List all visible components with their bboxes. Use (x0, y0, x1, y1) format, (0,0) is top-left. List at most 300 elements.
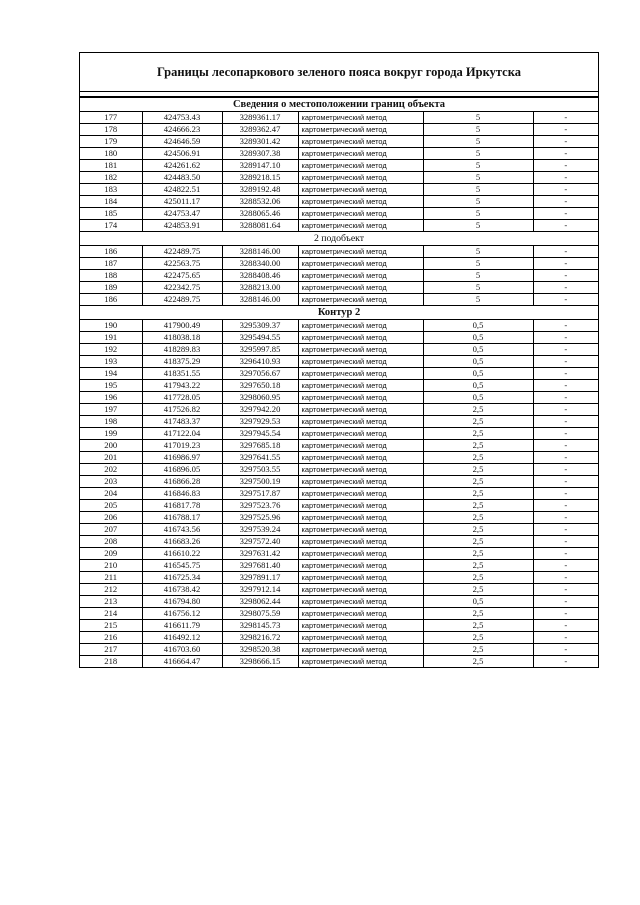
precision-cell: 0,5 (423, 380, 533, 392)
note-cell: - (533, 428, 598, 440)
method-cell: картометрический метод (298, 536, 423, 548)
x-coordinate-cell: 416846.83 (142, 488, 222, 500)
point-number-cell: 215 (80, 620, 142, 632)
precision-cell: 2,5 (423, 620, 533, 632)
precision-cell: 5 (423, 196, 533, 208)
precision-cell: 2,5 (423, 464, 533, 476)
y-coordinate-cell: 3297681.40 (222, 560, 298, 572)
precision-cell: 5 (423, 208, 533, 220)
section-heading: Контур 2 (80, 306, 598, 320)
x-coordinate-cell: 416817.78 (142, 500, 222, 512)
x-coordinate-cell: 425011.17 (142, 196, 222, 208)
note-cell: - (533, 160, 598, 172)
table-row (80, 246, 598, 258)
table-row (80, 524, 598, 536)
y-coordinate-cell: 3288408.46 (222, 270, 298, 282)
x-coordinate-cell: 418289.83 (142, 344, 222, 356)
y-coordinate-cell: 3295309.37 (222, 320, 298, 332)
note-cell: - (533, 380, 598, 392)
method-cell: картометрический метод (298, 608, 423, 620)
note-cell: - (533, 184, 598, 196)
table-row (80, 332, 598, 344)
y-coordinate-cell: 3298060.95 (222, 392, 298, 404)
method-cell: картометрический метод (298, 184, 423, 196)
table-row (80, 440, 598, 452)
y-coordinate-cell: 3297525.96 (222, 512, 298, 524)
x-coordinate-cell: 417943.22 (142, 380, 222, 392)
y-coordinate-cell: 3297891.17 (222, 572, 298, 584)
precision-cell: 2,5 (423, 524, 533, 536)
note-cell: - (533, 320, 598, 332)
y-coordinate-cell: 3297685.18 (222, 440, 298, 452)
x-coordinate-cell: 416725.34 (142, 572, 222, 584)
y-coordinate-cell: 3289218.15 (222, 172, 298, 184)
y-coordinate-cell: 3295997.85 (222, 344, 298, 356)
note-cell: - (533, 488, 598, 500)
method-cell: картометрический метод (298, 584, 423, 596)
point-number-cell: 201 (80, 452, 142, 464)
x-coordinate-cell: 416986.97 (142, 452, 222, 464)
y-coordinate-cell: 3298062.44 (222, 596, 298, 608)
y-coordinate-cell: 3297539.24 (222, 524, 298, 536)
section-heading-row (80, 232, 598, 246)
note-cell: - (533, 560, 598, 572)
table-row (80, 368, 598, 380)
x-coordinate-cell: 416743.56 (142, 524, 222, 536)
point-number-cell: 206 (80, 512, 142, 524)
precision-cell: 5 (423, 184, 533, 196)
note-cell: - (533, 112, 598, 124)
point-number-cell: 212 (80, 584, 142, 596)
point-number-cell: 178 (80, 124, 142, 136)
point-number-cell: 194 (80, 368, 142, 380)
point-number-cell: 190 (80, 320, 142, 332)
note-cell: - (533, 368, 598, 380)
method-cell: картометрический метод (298, 208, 423, 220)
table-row (80, 464, 598, 476)
note-cell: - (533, 294, 598, 306)
y-coordinate-cell: 3297503.55 (222, 464, 298, 476)
note-cell: - (533, 608, 598, 620)
note-cell: - (533, 332, 598, 344)
section-heading: Сведения о местоположении границ объекта (80, 98, 598, 112)
y-coordinate-cell: 3288081.64 (222, 220, 298, 232)
note-cell: - (533, 196, 598, 208)
y-coordinate-cell: 3298520.38 (222, 644, 298, 656)
y-coordinate-cell: 3288532.06 (222, 196, 298, 208)
x-coordinate-cell: 416683.26 (142, 536, 222, 548)
note-cell: - (533, 124, 598, 136)
point-number-cell: 183 (80, 184, 142, 196)
table-row (80, 320, 598, 332)
precision-cell: 5 (423, 148, 533, 160)
x-coordinate-cell: 418375.29 (142, 356, 222, 368)
method-cell: картометрический метод (298, 270, 423, 282)
method-cell: картометрический метод (298, 464, 423, 476)
point-number-cell: 209 (80, 548, 142, 560)
point-number-cell: 216 (80, 632, 142, 644)
precision-cell: 5 (423, 172, 533, 184)
point-number-cell: 211 (80, 572, 142, 584)
note-cell: - (533, 620, 598, 632)
x-coordinate-cell: 424646.59 (142, 136, 222, 148)
method-cell: картометрический метод (298, 656, 423, 668)
point-number-cell: 214 (80, 608, 142, 620)
method-cell: картометрический метод (298, 282, 423, 294)
precision-cell: 0,5 (423, 344, 533, 356)
precision-cell: 2,5 (423, 440, 533, 452)
method-cell: картометрический метод (298, 416, 423, 428)
table-row (80, 282, 598, 294)
table-row (80, 270, 598, 282)
table-row (80, 536, 598, 548)
table-row (80, 172, 598, 184)
y-coordinate-cell: 3297572.40 (222, 536, 298, 548)
point-number-cell: 204 (80, 488, 142, 500)
point-number-cell: 208 (80, 536, 142, 548)
table-row (80, 356, 598, 368)
table-row (80, 294, 598, 306)
precision-cell: 0,5 (423, 596, 533, 608)
point-number-cell: 202 (80, 464, 142, 476)
precision-cell: 5 (423, 136, 533, 148)
method-cell: картометрический метод (298, 620, 423, 632)
method-cell: картометрический метод (298, 258, 423, 270)
table-row (80, 136, 598, 148)
note-cell: - (533, 258, 598, 270)
x-coordinate-cell: 416788.17 (142, 512, 222, 524)
point-number-cell: 186 (80, 294, 142, 306)
x-coordinate-cell: 416738.42 (142, 584, 222, 596)
method-cell: картометрический метод (298, 332, 423, 344)
table-row (80, 184, 598, 196)
point-number-cell: 203 (80, 476, 142, 488)
note-cell: - (533, 452, 598, 464)
precision-cell: 0,5 (423, 392, 533, 404)
table-row (80, 656, 598, 668)
y-coordinate-cell: 3297517.87 (222, 488, 298, 500)
y-coordinate-cell: 3298666.15 (222, 656, 298, 668)
note-cell: - (533, 220, 598, 232)
x-coordinate-cell: 422563.75 (142, 258, 222, 270)
table-row (80, 428, 598, 440)
y-coordinate-cell: 3297523.76 (222, 500, 298, 512)
y-coordinate-cell: 3295494.55 (222, 332, 298, 344)
method-cell: картометрический метод (298, 112, 423, 124)
note-cell: - (533, 246, 598, 258)
point-number-cell: 193 (80, 356, 142, 368)
point-number-cell: 182 (80, 172, 142, 184)
method-cell: картометрический метод (298, 294, 423, 306)
method-cell: картометрический метод (298, 172, 423, 184)
method-cell: картометрический метод (298, 500, 423, 512)
method-cell: картометрический метод (298, 560, 423, 572)
method-cell: картометрический метод (298, 440, 423, 452)
precision-cell: 0,5 (423, 320, 533, 332)
note-cell: - (533, 572, 598, 584)
note-cell: - (533, 596, 598, 608)
x-coordinate-cell: 417122.04 (142, 428, 222, 440)
method-cell: картометрический метод (298, 220, 423, 232)
point-number-cell: 217 (80, 644, 142, 656)
method-cell: картометрический метод (298, 452, 423, 464)
coordinates-table-body (80, 98, 598, 668)
section-heading-row (80, 306, 598, 320)
x-coordinate-cell: 424753.47 (142, 208, 222, 220)
note-cell: - (533, 476, 598, 488)
note-cell: - (533, 440, 598, 452)
table-row (80, 416, 598, 428)
precision-cell: 5 (423, 112, 533, 124)
x-coordinate-cell: 424822.51 (142, 184, 222, 196)
table-row (80, 112, 598, 124)
precision-cell: 5 (423, 270, 533, 282)
note-cell: - (533, 344, 598, 356)
point-number-cell: 180 (80, 148, 142, 160)
method-cell: картометрический метод (298, 368, 423, 380)
method-cell: картометрический метод (298, 160, 423, 172)
table-row (80, 160, 598, 172)
note-cell: - (533, 584, 598, 596)
table-row (80, 596, 598, 608)
table-row (80, 584, 598, 596)
document-title: Границы лесопаркового зеленого пояса вокруг города Иркутска (80, 53, 598, 92)
note-cell: - (533, 548, 598, 560)
point-number-cell: 186 (80, 246, 142, 258)
point-number-cell: 196 (80, 392, 142, 404)
method-cell: картометрический метод (298, 488, 423, 500)
note-cell: - (533, 404, 598, 416)
y-coordinate-cell: 3296410.93 (222, 356, 298, 368)
x-coordinate-cell: 417483.37 (142, 416, 222, 428)
precision-cell: 2,5 (423, 632, 533, 644)
y-coordinate-cell: 3289307.38 (222, 148, 298, 160)
x-coordinate-cell: 424853.91 (142, 220, 222, 232)
table-row (80, 620, 598, 632)
y-coordinate-cell: 3288340.00 (222, 258, 298, 270)
precision-cell: 5 (423, 124, 533, 136)
point-number-cell: 198 (80, 416, 142, 428)
x-coordinate-cell: 416756.12 (142, 608, 222, 620)
x-coordinate-cell: 416492.12 (142, 632, 222, 644)
point-number-cell: 199 (80, 428, 142, 440)
y-coordinate-cell: 3298145.73 (222, 620, 298, 632)
table-row (80, 488, 598, 500)
method-cell: картометрический метод (298, 380, 423, 392)
x-coordinate-cell: 417900.49 (142, 320, 222, 332)
y-coordinate-cell: 3297500.19 (222, 476, 298, 488)
table-row (80, 572, 598, 584)
x-coordinate-cell: 418038.18 (142, 332, 222, 344)
method-cell: картометрический метод (298, 548, 423, 560)
y-coordinate-cell: 3297912.14 (222, 584, 298, 596)
x-coordinate-cell: 422489.75 (142, 246, 222, 258)
method-cell: картометрический метод (298, 428, 423, 440)
note-cell: - (533, 270, 598, 282)
table-row (80, 404, 598, 416)
method-cell: картометрический метод (298, 524, 423, 536)
x-coordinate-cell: 416611.79 (142, 620, 222, 632)
note-cell: - (533, 644, 598, 656)
precision-cell: 5 (423, 160, 533, 172)
point-number-cell: 189 (80, 282, 142, 294)
y-coordinate-cell: 3297641.55 (222, 452, 298, 464)
precision-cell: 2,5 (423, 584, 533, 596)
point-number-cell: 195 (80, 380, 142, 392)
method-cell: картометрический метод (298, 632, 423, 644)
note-cell: - (533, 282, 598, 294)
note-cell: - (533, 512, 598, 524)
note-cell: - (533, 208, 598, 220)
point-number-cell: 179 (80, 136, 142, 148)
precision-cell: 2,5 (423, 656, 533, 668)
table-row (80, 548, 598, 560)
point-number-cell: 188 (80, 270, 142, 282)
y-coordinate-cell: 3289301.42 (222, 136, 298, 148)
y-coordinate-cell: 3289361.17 (222, 112, 298, 124)
point-number-cell: 210 (80, 560, 142, 572)
x-coordinate-cell: 422489.75 (142, 294, 222, 306)
point-number-cell: 200 (80, 440, 142, 452)
document-sheet (79, 52, 599, 668)
y-coordinate-cell: 3288146.00 (222, 246, 298, 258)
x-coordinate-cell: 417019.23 (142, 440, 222, 452)
x-coordinate-cell: 422475.65 (142, 270, 222, 282)
x-coordinate-cell: 424261.62 (142, 160, 222, 172)
method-cell: картометрический метод (298, 148, 423, 160)
point-number-cell: 213 (80, 596, 142, 608)
x-coordinate-cell: 424753.43 (142, 112, 222, 124)
method-cell: картометрический метод (298, 512, 423, 524)
y-coordinate-cell: 3289362.47 (222, 124, 298, 136)
y-coordinate-cell: 3297942.20 (222, 404, 298, 416)
table-row (80, 258, 598, 270)
coordinates-table (80, 97, 598, 668)
precision-cell: 2,5 (423, 560, 533, 572)
precision-cell: 5 (423, 282, 533, 294)
table-row (80, 208, 598, 220)
note-cell: - (533, 500, 598, 512)
table-row (80, 608, 598, 620)
point-number-cell: 218 (80, 656, 142, 668)
y-coordinate-cell: 3297650.18 (222, 380, 298, 392)
x-coordinate-cell: 424483.50 (142, 172, 222, 184)
method-cell: картометрический метод (298, 196, 423, 208)
precision-cell: 2,5 (423, 572, 533, 584)
point-number-cell: 207 (80, 524, 142, 536)
method-cell: картометрический метод (298, 392, 423, 404)
y-coordinate-cell: 3298216.72 (222, 632, 298, 644)
note-cell: - (533, 416, 598, 428)
point-number-cell: 191 (80, 332, 142, 344)
precision-cell: 5 (423, 258, 533, 270)
method-cell: картометрический метод (298, 136, 423, 148)
y-coordinate-cell: 3297945.54 (222, 428, 298, 440)
table-row (80, 500, 598, 512)
method-cell: картометрический метод (298, 356, 423, 368)
x-coordinate-cell: 424666.23 (142, 124, 222, 136)
note-cell: - (533, 136, 598, 148)
x-coordinate-cell: 417526.82 (142, 404, 222, 416)
table-row (80, 476, 598, 488)
y-coordinate-cell: 3288065.46 (222, 208, 298, 220)
precision-cell: 2,5 (423, 428, 533, 440)
point-number-cell: 181 (80, 160, 142, 172)
precision-cell: 2,5 (423, 488, 533, 500)
point-number-cell: 174 (80, 220, 142, 232)
point-number-cell: 187 (80, 258, 142, 270)
precision-cell: 2,5 (423, 512, 533, 524)
table-row (80, 644, 598, 656)
note-cell: - (533, 148, 598, 160)
x-coordinate-cell: 424506.91 (142, 148, 222, 160)
point-number-cell: 185 (80, 208, 142, 220)
table-row (80, 220, 598, 232)
x-coordinate-cell: 422342.75 (142, 282, 222, 294)
precision-cell: 0,5 (423, 332, 533, 344)
x-coordinate-cell: 416545.75 (142, 560, 222, 572)
table-row (80, 512, 598, 524)
table-row (80, 452, 598, 464)
y-coordinate-cell: 3289192.48 (222, 184, 298, 196)
point-number-cell: 184 (80, 196, 142, 208)
point-number-cell: 192 (80, 344, 142, 356)
x-coordinate-cell: 416703.60 (142, 644, 222, 656)
note-cell: - (533, 632, 598, 644)
y-coordinate-cell: 3298075.59 (222, 608, 298, 620)
precision-cell: 2,5 (423, 644, 533, 656)
method-cell: картометрический метод (298, 246, 423, 258)
note-cell: - (533, 464, 598, 476)
x-coordinate-cell: 417728.05 (142, 392, 222, 404)
method-cell: картометрический метод (298, 596, 423, 608)
precision-cell: 2,5 (423, 452, 533, 464)
precision-cell: 5 (423, 220, 533, 232)
note-cell: - (533, 172, 598, 184)
note-cell: - (533, 656, 598, 668)
x-coordinate-cell: 416610.22 (142, 548, 222, 560)
precision-cell: 5 (423, 294, 533, 306)
precision-cell: 2,5 (423, 404, 533, 416)
note-cell: - (533, 536, 598, 548)
precision-cell: 0,5 (423, 356, 533, 368)
table-row (80, 148, 598, 160)
x-coordinate-cell: 416794.80 (142, 596, 222, 608)
y-coordinate-cell: 3297631.42 (222, 548, 298, 560)
method-cell: картометрический метод (298, 644, 423, 656)
point-number-cell: 177 (80, 112, 142, 124)
x-coordinate-cell: 418351.55 (142, 368, 222, 380)
y-coordinate-cell: 3288213.00 (222, 282, 298, 294)
precision-cell: 2,5 (423, 416, 533, 428)
table-row (80, 196, 598, 208)
section-heading-row (80, 98, 598, 112)
method-cell: картометрический метод (298, 320, 423, 332)
precision-cell: 2,5 (423, 608, 533, 620)
table-row (80, 344, 598, 356)
method-cell: картометрический метод (298, 344, 423, 356)
x-coordinate-cell: 416664.47 (142, 656, 222, 668)
table-row (80, 380, 598, 392)
table-row (80, 124, 598, 136)
table-row (80, 392, 598, 404)
point-number-cell: 205 (80, 500, 142, 512)
precision-cell: 2,5 (423, 476, 533, 488)
precision-cell: 2,5 (423, 548, 533, 560)
section-heading: 2 подобъект (80, 232, 598, 246)
table-row (80, 560, 598, 572)
method-cell: картометрический метод (298, 476, 423, 488)
